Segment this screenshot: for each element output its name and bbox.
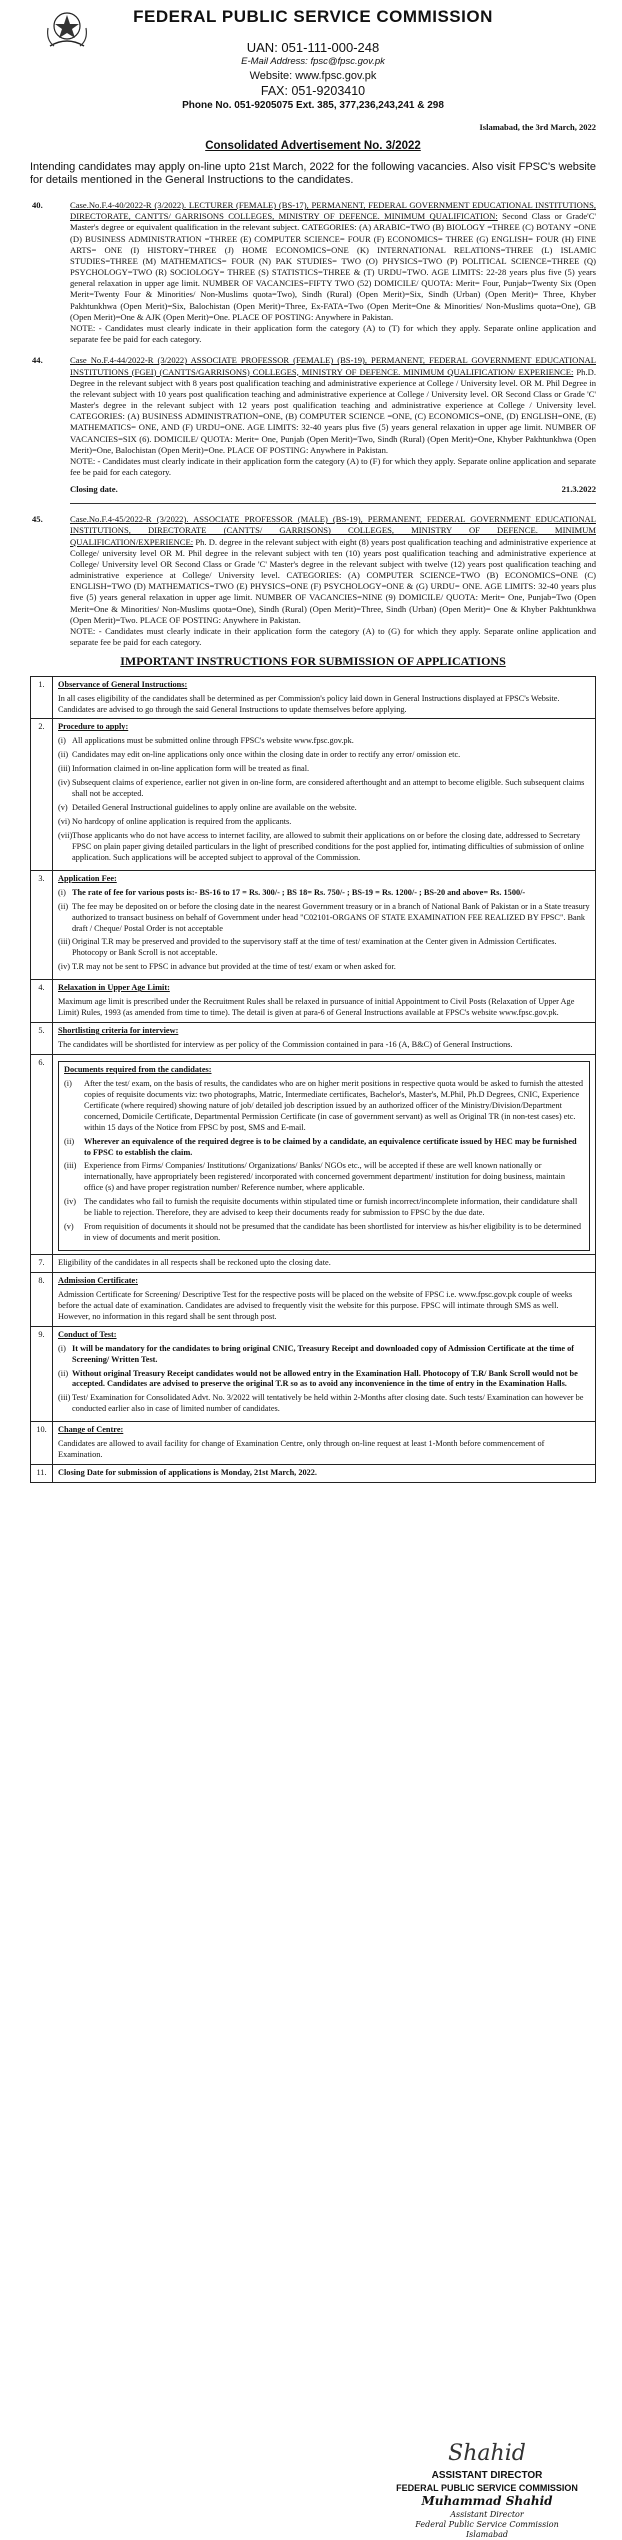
item-roman: (ii) bbox=[64, 1136, 75, 1146]
instruction-content bbox=[53, 980, 596, 1023]
instruction-number: 8. bbox=[31, 1272, 53, 1326]
item-roman: (ii) bbox=[58, 750, 69, 760]
uan-number: UAN: 051-111-000-248 bbox=[246, 39, 380, 55]
item-text: After the test/ exam, on the basis of results, the candidates who are on higher merit positions in respective quota would be asked to furnish the attested copies of requisite documents viz: two photographs, Matric, Intermediate certificates, Bachelor's, Master's, M.Phil, Ph.D Degrees, CNIC, Experience Certificate (where required) showing nature of job/ detailed job description issued by an authorized officer of the Ministry/Division/Department concerned, Domicile Certificate, Departmental Permission Certificate (in case of government servant) as well as Original TR (in non-test cases) etc. within 15 days of the Notice from FPSC by post, SMS and E-mail. bbox=[84, 1078, 584, 1132]
case-number: 44. bbox=[32, 355, 43, 366]
instruction-content bbox=[53, 1422, 596, 1465]
instruction-item bbox=[64, 1079, 584, 1134]
signature-block bbox=[382, 2440, 592, 2540]
instruction-row bbox=[31, 1255, 596, 1273]
item-text: Subsequent claims of experience, earlier not given in on-line form, are considered afterthought and an attempt to become eligible. Such subsequent claims shall not be accepted. bbox=[72, 778, 585, 799]
instruction-text: In all cases eligibility of the candidates shall be determined as per Commission's policy laid down in General Instructions displayed at FPSC's Website. Candidates are advised to go through the said General Instructions to update themselves before applying. bbox=[58, 693, 560, 714]
instruction-heading: Relaxation in Upper Age Limit: bbox=[58, 983, 170, 993]
case-note: NOTE: - Candidates must clearly indicate in their application form the category (A) to (T) for which they apply. Separate online application and separate fee be paid for each category. bbox=[70, 322, 596, 345]
instruction-row bbox=[31, 1465, 596, 1483]
instruction-row bbox=[31, 1326, 596, 1422]
instruction-content bbox=[53, 1272, 596, 1326]
instruction-number: 4. bbox=[31, 980, 53, 1023]
case-heading: Case No.F.4-44/2022-R (3/2022) ASSOCIATE PROFESSOR (FEMALE) (BS-19), PERMANENT, FEDERAL GOVERNMENT EDUCATIONAL INSTITUTIONS (FGEI) (CANTTS/GARRISONS) COLLEGES, MINISTRY OF DEFENCE. MINIMUM QUALIFICATION/ EXPERIENCE: bbox=[70, 355, 596, 377]
instruction-item bbox=[58, 937, 590, 959]
intro-paragraph: Intending candidates may apply on-line upto 21st March, 2022 for the following vacancies. Also visit FPSC's website for details mentioned in the General Instructions to the candidates. bbox=[30, 160, 596, 187]
instruction-number: 1. bbox=[31, 676, 53, 719]
item-text: No hardcopy of online application is required from the applicants. bbox=[72, 817, 292, 827]
fax-number: FAX: 051-9203410 bbox=[260, 83, 366, 98]
issue-date: Islamabad, the 3rd March, 2022 bbox=[479, 122, 596, 132]
item-roman: (ii) bbox=[58, 1368, 69, 1378]
government-emblem-icon bbox=[44, 6, 90, 52]
item-text: Wherever an equivalence of the required degree is to be claimed by a candidate, an equivalence certificate issued by HEC may be furnished to FPSC to establish the claim. bbox=[84, 1136, 577, 1157]
item-roman: (ii) bbox=[58, 901, 69, 911]
item-text: Without original Treasury Receipt candidates would not be allowed entry in the Examination Hall. Photocopy of T.R/ Bank Scroll would not be accepted. Candidates are advised to preserve the original T.R so as to avoid any inconvenience in the time of entry in the Examination Halls. bbox=[72, 1368, 578, 1389]
item-roman: (iii) bbox=[64, 1161, 77, 1171]
instruction-number: 6. bbox=[31, 1054, 53, 1254]
item-text: The candidates who fail to furnish the requisite documents within stipulated time or furnish incorrect/incomplete information, their candidature shall be liable to rejection. Therefore, they are advised to keep their documents ready for submission to FPSC by the due date. bbox=[84, 1197, 578, 1218]
item-text: It will be mandatory for the candidates to bring original CNIC, Treasury Receipt and downloaded copy of Admission Certificate at the time of Screening/ Written Test. bbox=[72, 1343, 575, 1364]
item-roman: (vii) bbox=[58, 830, 73, 840]
item-roman: (iv) bbox=[58, 962, 70, 972]
instruction-heading: Documents required from the candidates: bbox=[64, 1064, 212, 1074]
closing-date-value: 21.3.2022 bbox=[561, 484, 596, 495]
instruction-content bbox=[53, 870, 596, 980]
instruction-item bbox=[58, 803, 590, 814]
case-45 bbox=[30, 514, 596, 648]
instruction-number: 2. bbox=[31, 719, 53, 870]
instruction-number: 10. bbox=[31, 1422, 53, 1465]
stamp-city: Islamabad bbox=[466, 2530, 508, 2540]
instruction-item bbox=[58, 736, 590, 747]
instruction-item bbox=[64, 1222, 584, 1244]
item-text: From requisition of documents it should not be presumed that the candidate has been shortlisted for interview as his/her eligibility is to be determined in view of documents and merit position. bbox=[84, 1222, 582, 1243]
case-number: 40. bbox=[32, 200, 43, 211]
instruction-number: 5. bbox=[31, 1023, 53, 1055]
instruction-heading: Admission Certificate: bbox=[58, 1275, 138, 1285]
case-body: Ph.D. Degree in the relevant subject with 8 years post qualification teaching and administrative experience at College / University level. OR M. Phil Degree in the relevant subject with 10 years post qualification teaching and administrative experience at College / University level. OR Second Class or Grade 'C' Master's degree in the relevant subject with 12 years post qualification teaching and administrative experience at College / University level. CATEGORIES: (A) BUSINESS ADMINISTRATION=ONE, (B) COMPUTER SCIENCE =ONE, (C) ECONOMICS=ONE, (D) ENGLISH=ONE, (E) MATHEMATICS= ONE, AND (F) URDU=ONE. AGE LIMITS: 32-40 years plus five (5) years general relaxation in upper age limit. NUMBER OF VACANCIES=SIX (6). DOMICILE/ QUOTA: Merit= One, Punjab (Open Merit)=Two, Sindh (Rural) (Open Merit)=One, Khyber Pakhtunkhwa (Open Merit)=One, Balochistan (Open Merit)=One. PLACE OF POSTING: Anywhere in Pakistan. bbox=[70, 366, 596, 455]
stamp-organization: Federal Public Service Commission bbox=[415, 2519, 559, 2529]
closing-date-label: Closing date. bbox=[70, 484, 118, 495]
instruction-row bbox=[31, 1054, 596, 1254]
instruction-row bbox=[31, 719, 596, 870]
closing-date-row bbox=[30, 484, 596, 495]
instruction-heading: Observance of General Instructions: bbox=[58, 679, 188, 689]
item-roman: (vi) bbox=[58, 817, 70, 827]
item-roman: (iii) bbox=[58, 937, 71, 947]
instructions-title: IMPORTANT INSTRUCTIONS FOR SUBMISSION OF APPLICATIONS bbox=[120, 654, 506, 669]
advertisement-title: Consolidated Advertisement No. 3/2022 bbox=[205, 139, 421, 152]
instruction-content bbox=[53, 1255, 596, 1273]
item-roman: (v) bbox=[64, 1222, 74, 1232]
instruction-heading: Change of Centre: bbox=[58, 1425, 124, 1435]
instruction-number: 3. bbox=[31, 870, 53, 980]
instruction-content bbox=[53, 1023, 596, 1055]
instruction-item bbox=[64, 1137, 584, 1159]
case-note: NOTE: - Candidates must clearly indicate in their application form the category (A) to (F) for which they apply. Separate online application and separate fee be paid for each category. bbox=[70, 455, 596, 478]
instruction-item bbox=[58, 831, 590, 864]
instruction-item bbox=[64, 1197, 584, 1219]
case-40 bbox=[30, 200, 596, 345]
item-text: Those applicants who do not have access to internet facility, are allowed to submit their applications on or before the closing date, addressed to Secretary FPSC on plain paper giving detailed particulars in the light of prescribed conditions for the post applied for, intimating difficulties of submission of online application. Such applications will be accepted subject to approval of the Commission. bbox=[72, 830, 584, 862]
documents-box bbox=[58, 1061, 590, 1251]
item-text: Original T.R may be preserved and provided to the supervisory staff at the time of test/ examination at the Center given in Admission Certificates. Photocopy or Bank Scroll is not acceptable. bbox=[72, 937, 557, 958]
instruction-item bbox=[58, 750, 590, 761]
instruction-item bbox=[58, 764, 590, 775]
item-text: Candidates may edit on-line applications only once within the closing date in order to rectify any error/ omission etc. bbox=[72, 750, 461, 760]
letterhead bbox=[30, 0, 596, 118]
item-text: The fee may be deposited on or before the closing date in the nearest Government treasury or in a branch of National Bank of Pakistan or in a State treasury authorized to transact business on behalf of Government under head "C02101-ORGANS OF STATE EXAMINATION FEE REALIZED BY FPSC". Bank draft / Cheque/ Postal Order is not acceptable bbox=[72, 901, 590, 933]
case-number: 45. bbox=[32, 514, 43, 525]
item-roman: (iii) bbox=[58, 764, 71, 774]
instruction-number: 9. bbox=[31, 1326, 53, 1422]
handwritten-signature: Shahid bbox=[448, 2441, 526, 2466]
instruction-number: 7. bbox=[31, 1255, 53, 1273]
instruction-text: Maximum age limit is prescribed under the Recruitment Rules shall be relaxed in pursuance of initial Appointment to Civil Posts (Relaxation of Upper Age Limit) Rules, 1993 (as amended from time to time). The detail is given at para-6 of General Instructions available at FPSC's website www.fpsc.gov.pk. bbox=[58, 997, 575, 1018]
item-text: T.R may not be sent to FPSC in advance but provided at the time of test/ exam or when asked for. bbox=[72, 962, 396, 972]
instruction-item bbox=[58, 778, 590, 800]
instruction-item bbox=[58, 902, 590, 935]
email-address[interactable]: E-Mail Address: fpsc@fpsc.gov.pk bbox=[241, 56, 385, 68]
section-divider bbox=[70, 503, 596, 504]
instruction-text: Admission Certificate for Screening/ Descriptive Test for the respective posts will be placed on the website of FPSC i.e. www.fpsc.gov.pk couple of weeks before the actual date of examination. Candidates are advised to frequently visit the website for this purpose. FPSC will intimate through SMS as well. However, no information in this regard shall be sent through post. bbox=[58, 1289, 573, 1321]
case-44 bbox=[30, 355, 596, 478]
signatory-organization: FEDERAL PUBLIC SERVICE COMMISSION bbox=[396, 2482, 578, 2493]
phone-numbers: Phone No. 051-9205075 Ext. 385, 377,236,243,241 & 298 bbox=[182, 99, 444, 111]
instruction-item bbox=[58, 888, 590, 899]
instruction-item bbox=[58, 962, 590, 973]
item-text: Test/ Examination for Consolidated Advt. No. 3/2022 will tentatively be held within 2-Months after closing date. Such tests/ Examination can however be conducted earlier also in case of limited number of candidates. bbox=[72, 1393, 584, 1414]
case-heading: Case.No.F.4-45/2022-R (3/2022). ASSOCIATE PROFESSOR (MALE) (BS-19), PERMANENT, FEDERAL GOVERNMENT EDUCATIONAL INSTITUTIONS, DIRECTORATE (CANTTS/ GARRISONS) COLLEGES, MINISTRY OF DEFENCE. MINIMUM QUALIFICATION/EXPERIENCE: bbox=[70, 514, 596, 547]
item-text: All applications must be submitted online through FPSC's website www.fpsc.gov.pk. bbox=[72, 736, 354, 746]
case-body: Second Class or Grade'C' Master's degree or equivalent qualification in the relevant subject. CATEGORIES: (A) ARABIC=TWO (B) BIOLOGY =THREE (C) BOTANY =ONE (D) BUSINESS ADMINISTRATION =THREE (E) COMPUTER SCIENCE= FOUR (F) ECONOMICS= THREE (G) ENGLISH= FOUR (H) FINE ARTS= ONE (I) HISTORY=THREE (J) HOME ECONOMICS=ONE (K) INTERNATIONAL RELATIONS=THREE (L) ISLAMIC STUDIES=THREE (M) MATHEMATICS= FOUR (N) PAK STUDIES= TWO (O) PHYSICS=TWO (P) POLITICAL SCIENCE=THREE (Q) PSYCHOLOGY=TWO (R) SOCIOLOGY= THREE (S) STATISTICS=THREE & (T) URDU=TWO. AGE LIMITS: 22-28 years plus five (5) years general relaxation in upper age limit. NUMBER OF VACANCIES=FIFTY TWO (52) DOMICILE/ QUOTA: Merit= Four, Punjab=Twenty Six (Open Merit=Twenty Four & Minorities/ Non-Muslims quota=Two), Sindh (Rural) (Open Merit)=Six, Sindh (Urban) (Open Merit)= Three, Khyber Pakhtunkhwa (Open Merit)=Six, Balochistan (Open Merit)=Three, Ex-FATA=Two (Open Merit=One & Minorities/ Non-Muslims quota=One), GB (Open Merit)=One & AJK (Open Merit)=One. PLACE OF POSTING: Anywhere in Pakistan. bbox=[70, 211, 596, 322]
instruction-row bbox=[31, 676, 596, 719]
instruction-content bbox=[53, 1054, 596, 1254]
instruction-content bbox=[53, 719, 596, 870]
instruction-heading: Shortlisting criteria for interview: bbox=[58, 1026, 179, 1036]
item-roman: (i) bbox=[58, 887, 66, 897]
item-roman: (i) bbox=[58, 736, 66, 746]
instruction-content bbox=[53, 1465, 596, 1483]
instruction-row bbox=[31, 1023, 596, 1055]
website-link[interactable]: Website: www.fpsc.gov.pk bbox=[249, 69, 377, 82]
instruction-item bbox=[58, 1393, 590, 1415]
instruction-text: The candidates will be shortlisted for interview as per policy of the Commission contained in para -16 (A, B&C) of General Instructions. bbox=[58, 1040, 513, 1050]
case-heading: Case.No.F.4-40/2022-R (3/2022). LECTURER (FEMALE) (BS-17), PERMANENT, FEDERAL GOVERNMENT EDUCATIONAL INSTITUTIONS, DIRECTORATE, CANTTS/ GARRISONS COLLEGES, MINISTRY OF DEFENCE. MINIMUM QUALIFICATION: bbox=[70, 200, 596, 222]
instruction-item bbox=[64, 1161, 584, 1194]
instruction-heading: Procedure to apply: bbox=[58, 722, 129, 732]
commission-title: FEDERAL PUBLIC SERVICE COMMISSION bbox=[133, 7, 493, 26]
signatory-designation: ASSISTANT DIRECTOR bbox=[431, 2470, 543, 2481]
item-text: The rate of fee for various posts is:- BS-16 to 17 = Rs. 300/- ; BS 18= Rs. 750/- ; BS-19 = Rs. 1200/- ; BS-20 and above= Rs. 1500/- bbox=[72, 887, 526, 897]
case-note: NOTE: - Candidates must clearly indicate in their application form the category (A) to (G) for which they apply. Separate online application and separate fee be paid for each category. bbox=[70, 625, 596, 648]
instruction-text: Candidates are allowed to avail facility for change of Examination Centre, only through on-line request at least 1-Month before commencement of Examination. bbox=[58, 1439, 545, 1460]
item-roman: (iii) bbox=[58, 1393, 71, 1403]
item-roman: (iv) bbox=[64, 1197, 76, 1207]
instruction-heading: Conduct of Test: bbox=[58, 1329, 117, 1339]
instruction-row bbox=[31, 870, 596, 980]
instruction-number: 11. bbox=[31, 1465, 53, 1483]
instruction-content bbox=[53, 676, 596, 719]
item-roman: (v) bbox=[58, 803, 68, 813]
item-text: Information claimed in on-line application form will be treated as final. bbox=[72, 764, 310, 774]
item-roman: (iv) bbox=[58, 778, 70, 788]
item-roman: (i) bbox=[64, 1078, 72, 1088]
case-body: Ph. D. degree in the relevant subject with eight (8) years post qualification teaching and administrative experience at College/ university level OR M. Phil degree in the relevant subject with ten (10) years post qualification teaching and administrative experience at College/ University level OR Second Class or Grade 'C' Master's degree in the relevant subject with twelve (12) years post qualification teaching and administrative experience at College/ University level. CATEGORIES: (A) COMPUTER SCIENCE=TWO (B) ECONOMICS=ONE (C) ENGLISH=TWO (D) MATHEMATICS=TWO (E) PHYSICS=ONE (F) PSYCHOLOGY=ONE & (G) URDU= ONE. AGE LIMITS: 32-40 years plus five (5) years general relaxation in upper age limit. NUMBER OF VACANCIES=NINE (9) DOMICILE/ QUOTA: Merit= One, Punjab=Two (Open Merit=One & Minorities/ Non-Muslims quota=One), Sindh (Rural) (Open Merit)=Three, Sindh (Urban) (Open Merit)= One & Khyber Pakhtunkhwa (Open Merit)=Two. PLACE OF POSTING: Anywhere in Pakistan. bbox=[70, 536, 596, 625]
instruction-row bbox=[31, 1422, 596, 1465]
instruction-text: Eligibility of the candidates in all respects shall be reckoned upto the closing date. bbox=[58, 1258, 331, 1268]
instruction-row bbox=[31, 1272, 596, 1326]
instruction-text: Closing Date for submission of applications is Monday, 21st March, 2022. bbox=[58, 1468, 317, 1478]
instruction-row bbox=[31, 980, 596, 1023]
stamp-name: Muhammad Shahid bbox=[421, 2494, 553, 2509]
instruction-item bbox=[58, 817, 590, 828]
item-roman: (i) bbox=[58, 1343, 66, 1353]
instruction-item bbox=[58, 1344, 590, 1366]
item-text: Detailed General Instructional guidelines to apply online are available on the website. bbox=[72, 803, 357, 813]
instruction-item bbox=[58, 1369, 590, 1391]
item-text: Experience from Firms/ Companies/ Institutions/ Organizations/ Banks/ NGOs etc., will be accepted if these are well known nationally or internationally, have appropriately been registered/ incorporated with concerned government department/ institution for doing business, maintain office (s) and have proper registration number/ Reference number, where applicable. bbox=[84, 1161, 565, 1193]
instruction-content bbox=[53, 1326, 596, 1422]
stamp-title: Assistant Director bbox=[450, 2509, 524, 2519]
instruction-heading: Application Fee: bbox=[58, 873, 117, 883]
instructions-table bbox=[30, 676, 596, 1483]
